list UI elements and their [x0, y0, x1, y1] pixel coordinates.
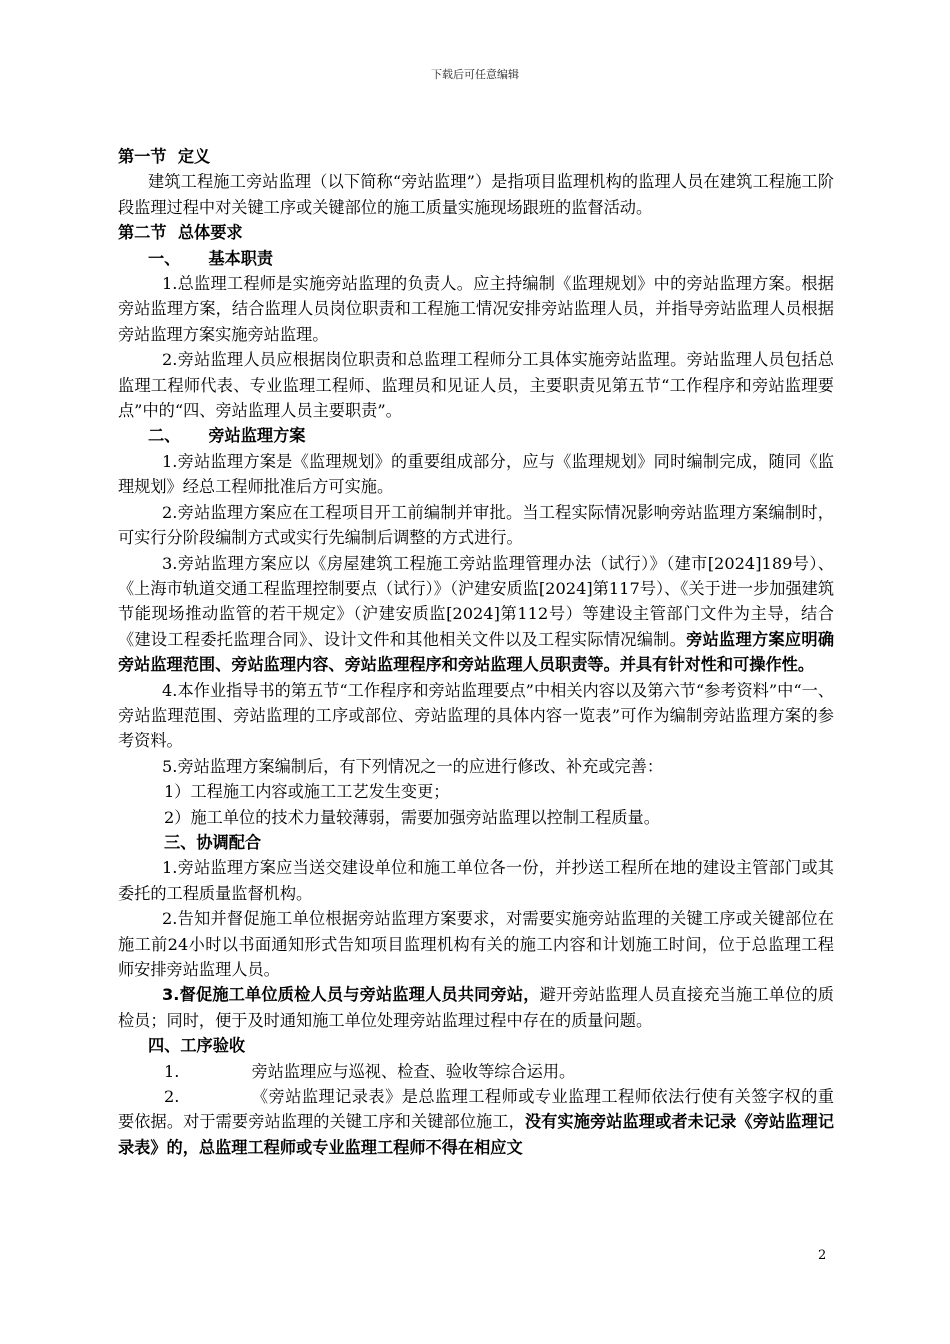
list-item: 1）工程施工内容或施工工艺发生变更； [164, 782, 450, 802]
item-number: 1. [164, 1061, 180, 1081]
section-number: 第二节 [118, 223, 167, 243]
subsection-heading-3: 三、协调配合 [164, 832, 262, 852]
paragraph [118, 1059, 834, 1084]
section-title: 总体要求 [177, 223, 243, 243]
paragraph: 1.总监理工程师是实施旁站监理的负责人。应主持编制《监理规划》中的旁站监理方案。根据旁站监理方案，结合监理人员岗位职责和工程施工情况安排旁站监理人员，并指导旁站监理人员根据旁站监理方案实施旁站监理。 [118, 274, 834, 344]
subsection-title: 旁站监理方案 [208, 426, 306, 446]
paragraph-text: 避开旁站监理人员直接充当施工单位的质检员；同时，便于及时通知施工单位处理旁站监理过程中存在的质量问题。 [118, 985, 834, 1030]
paragraph-bold-text: 没有实施旁站监理或者未记录《旁站监理记录表》的，总监理工程师或专业监理工程师不得在相应文 [118, 1112, 835, 1157]
subsection-heading-2 [118, 423, 834, 448]
subsection-heading-1 [118, 246, 834, 271]
subsection-number: 一、 [148, 248, 181, 268]
paragraph-text: 3.旁站监理方案应以《房屋建筑工程施工旁站监理管理办法（试行）》（建市[2024]189号）、《上海市轨道交通工程监理控制要点（试行）》（沪建安质监[2024]第117号）、《关于进一步加强建筑节能现场推动监管的若干规定》（沪建安质监[2024]第112号）等建设主管部门文件为主导，结合《建设工程委托监理合同》、设计文件和其他相关文件以及工程实际情况编制。 [118, 553, 835, 649]
list-item: 2）施工单位的技术力量较薄弱，需要加强旁站监理以控制工程质量。 [164, 807, 660, 827]
paragraph: 2.旁站监理方案应在工程项目开工前编制并审批。当工程实际情况影响旁站监理方案编制时，可实行分阶段编制方式或实行先编制后调整的方式进行。 [118, 502, 834, 548]
paragraph [118, 551, 834, 678]
section-heading-1 [118, 144, 834, 169]
paragraph: 5.旁站监理方案编制后，有下列情况之一的应进行修改、补充或完善： [162, 756, 664, 776]
subsection-number: 二、 [148, 426, 181, 446]
section-number: 第一节 [118, 147, 167, 166]
paragraph: 2.告知并督促施工单位根据旁站监理方案要求，对需要实施旁站监理的关键工序或关键部位在施工前24小时以书面通知形式告知项目监理机构有关的施工内容和计划施工时间，位于总监理工程师安排旁站监理人员。 [118, 909, 834, 979]
paragraph-text: 旁站监理应与巡视、检查、验收等综合运用。 [251, 1061, 576, 1081]
paragraph-bold-text: 旁站监理方案应明确旁站监理范围、旁站监理内容、旁站监理程序和旁站监理人员职责等。并具有针对性和可操作性。 [118, 629, 835, 675]
paragraph: 1.旁站监理方案是《监理规划》的重要组成部分，应与《监理规划》同时编制完成，随同《监理规划》经总工程师批准后方可实施。 [118, 451, 834, 497]
paragraph: 4.本作业指导书的第五节“工作程序和旁站监理要点”中相关内容以及第六节“参考资料”中“一、旁站监理范围、旁站监理的工序或部位、旁站监理的具体内容一览表”可作为编制旁站监理方案的参考资料。 [118, 680, 834, 751]
paragraph [118, 1084, 834, 1160]
definition-paragraph: 建筑工程施工旁站监理（以下简称“旁站监理”）是指项目监理机构的监理人员在建筑工程施工阶段监理过程中对关键工序或关键部位的施工质量实施现场跟班的监督活动。 [118, 172, 834, 217]
paragraph: 2.旁站监理人员应根据岗位职责和总监理工程师分工具体实施旁站监理。旁站监理人员包括总监理工程师代表、专业监理工程师、监理员和见证人员，主要职责见第五节“工作程序和旁站监理要点”中的“四、旁站监理人员主要职责”。 [118, 350, 834, 421]
section-title: 定义 [177, 147, 211, 166]
paragraph-text: 《旁站监理记录表》是总监理工程师或专业监理工程师依法行使有关签字权的重要依据。对于需要旁站监理的关键工序和关键部位施工， [118, 1087, 834, 1132]
document-body [118, 144, 834, 1160]
subsection-heading-4: 四、工序验收 [148, 1036, 246, 1056]
section-heading-2 [118, 220, 834, 245]
subsection-title: 基本职责 [208, 248, 274, 268]
paragraph [118, 982, 834, 1033]
paragraph: 1.旁站监理方案应当送交建设单位和施工单位各一份，并抄送工程所在地的建设主管部门或其委托的工程质量监督机构。 [118, 858, 834, 903]
paragraph-bold-text: 3.督促施工单位质检人员与旁站监理人员共同旁站， [162, 985, 540, 1005]
page-header: 下载后可任意编辑 [431, 68, 519, 81]
item-number: 2. [164, 1087, 180, 1107]
page-number: 2 [818, 1248, 827, 1263]
